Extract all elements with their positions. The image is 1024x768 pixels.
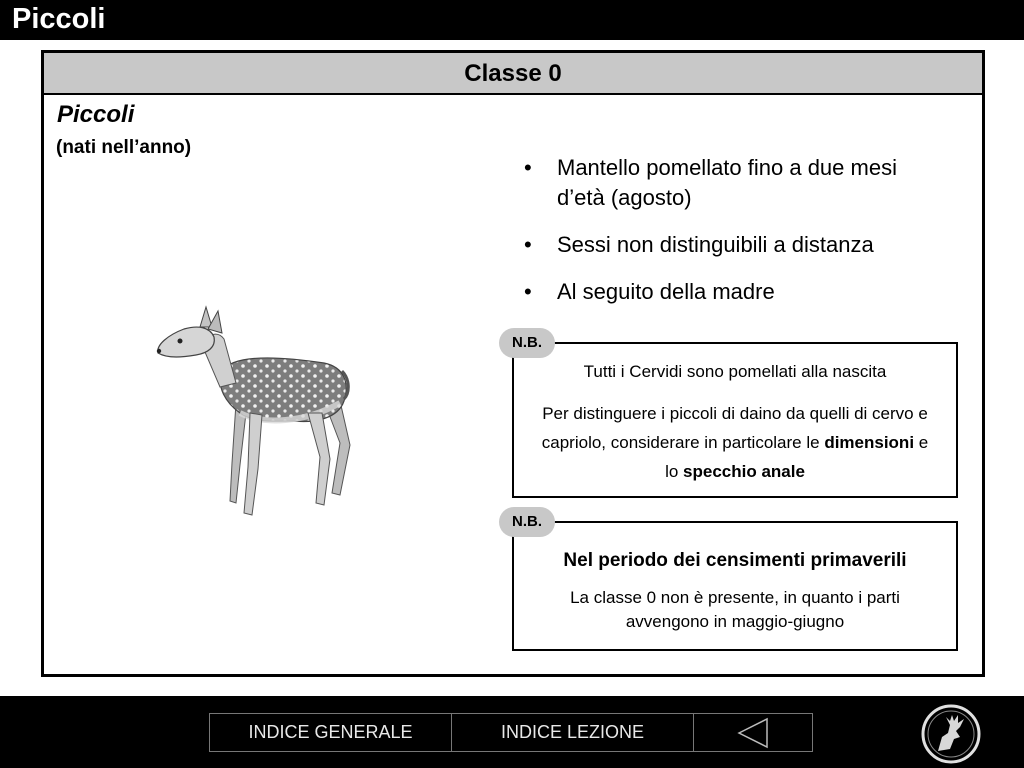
nb-badge-2: N.B.	[499, 507, 555, 537]
page-title: Piccoli	[12, 3, 106, 35]
note-2-heading: Nel periodo dei censimenti primaverili	[563, 550, 907, 571]
bottom-bar	[0, 696, 1024, 768]
panel-header	[44, 53, 982, 95]
deer-logo-icon[interactable]	[920, 703, 982, 765]
note-1-bold-dimensioni: dimensioni	[824, 433, 915, 452]
bullet-text: Mantello pomellato fino a due mesi d’età (agosto)	[557, 155, 897, 210]
bullet-marker: •	[524, 279, 532, 304]
note-1-text-mid: e lo	[665, 433, 929, 481]
bullet-list	[519, 153, 949, 324]
bullet-marker: •	[524, 155, 532, 180]
bullet-marker: •	[524, 232, 532, 257]
section-title: Piccoli	[57, 101, 135, 128]
indice-generale-button[interactable]: INDICE GENERALE	[210, 714, 452, 751]
top-bar	[0, 0, 1024, 40]
triangle-left-icon	[736, 717, 770, 749]
note-1-bold-specchio: specchio anale	[683, 462, 805, 481]
panel-title: Classe 0	[464, 60, 562, 87]
content-panel	[41, 50, 985, 677]
indice-lezione-button[interactable]: INDICE LEZIONE	[452, 714, 694, 751]
fawn-illustration	[144, 253, 384, 523]
section-subtitle: (nati nell’anno)	[56, 137, 192, 158]
bullet-text: Sessi non distinguibili a distanza	[557, 232, 874, 257]
nb-badge-1: N.B.	[499, 328, 555, 358]
note-1-line-2	[534, 399, 936, 486]
list-item	[519, 277, 949, 307]
note-box-1	[512, 342, 958, 498]
list-item	[519, 230, 949, 260]
note-2-text: La classe 0 non è presente, in quanto i parti avvengono in maggio-giugno	[570, 588, 900, 631]
bullet-text: Al seguito della madre	[557, 279, 775, 304]
note-1-text: Per distinguere i piccoli di daino da quelli di cervo e capriolo, considerare in particolare le	[541, 404, 928, 452]
nav-bar	[209, 713, 813, 752]
back-button[interactable]	[694, 714, 812, 751]
note-1-line-1: Tutti i Cervidi sono pomellati alla nascita	[583, 362, 887, 381]
list-item	[519, 153, 949, 213]
note-box-2	[512, 521, 958, 651]
